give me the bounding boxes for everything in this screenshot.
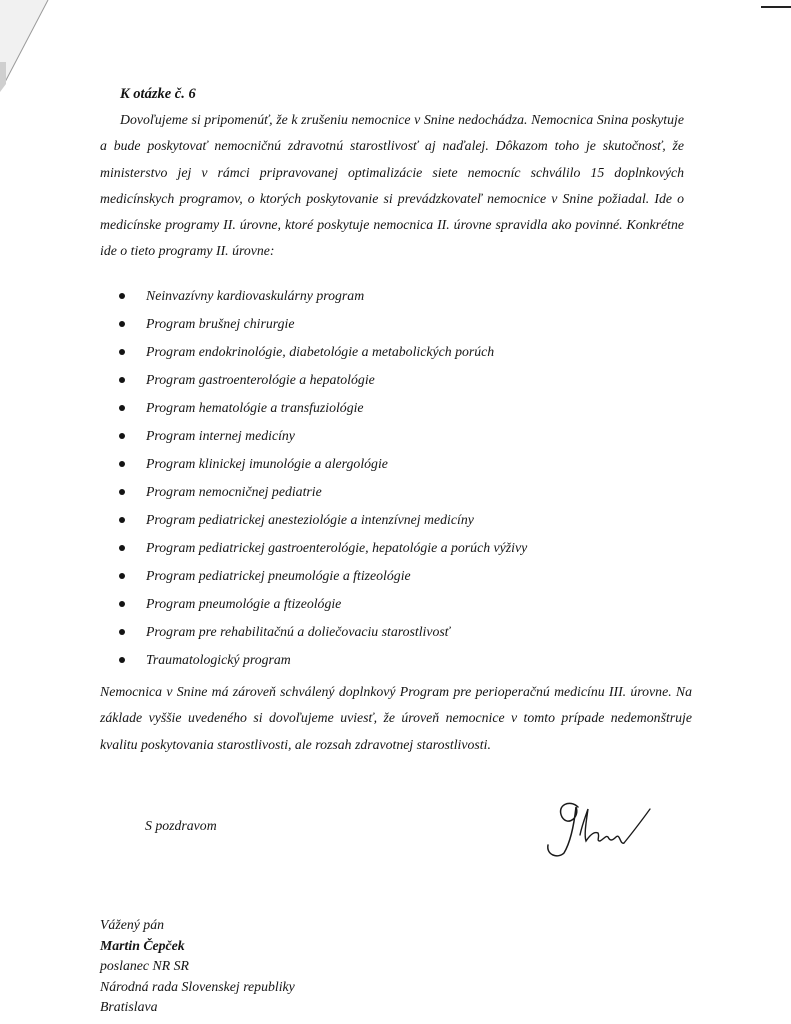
program-label: Neinvazívny kardiovaskulárny program: [146, 288, 365, 303]
scan-shadow-corner: [0, 0, 60, 100]
program-label: Program nemocničnej pediatrie: [146, 484, 322, 499]
program-list-item: [100, 450, 700, 478]
program-list-item: [100, 506, 700, 534]
recipient-role: poslanec NR SR: [100, 958, 189, 973]
section-heading: K otázke č. 6: [120, 86, 196, 102]
recipient-name: Martin Čepček: [100, 937, 185, 953]
program-label: Program internej medicíny: [146, 428, 295, 443]
bullet-icon: [119, 517, 125, 523]
bullet-icon: [119, 349, 125, 355]
program-label: Program pre rehabilitačnú a doliečovaciu starostlivosť: [146, 624, 450, 639]
recipient-block: [100, 915, 295, 1018]
bullet-icon: [119, 433, 125, 439]
intro-paragraph: Dovoľujeme si pripomenúť, že k zrušeniu nemocnice v Snine nedochádza. Nemocnica Snina poskytuje a bude poskytovať nemocničnú zdravotnú starostlivosť aj naďalej. Dôkazom toho je skutočnosť, že ministerstvo jej v rámci pripravovanej optimalizácie siete nemocníc schválilo 15 doplnkových medicínskych programov, o ktorých poskytovanie si prevádzkovateľ nemocnice v Snine požiadal. Ide o medicínske programy II. úrovne, ktoré poskytuje nemocnica II. úrovne spravidla ako povinné. Konkrétne ide o tieto programy II. úrovne:: [100, 112, 684, 259]
recipient-institution: Národná rada Slovenskej republiky: [100, 978, 295, 994]
bullet-icon: [119, 461, 125, 467]
program-label: Program pediatrickej anesteziológie a intenzívnej medicíny: [146, 512, 474, 527]
bullet-icon: [119, 601, 125, 607]
handwritten-signature-icon: [540, 795, 660, 865]
program-label: Program pediatrickej gastroenterológie, hepatológie a porúch výživy: [146, 540, 528, 555]
bullet-icon: [119, 489, 125, 495]
bullet-icon: [119, 545, 125, 551]
program-label: Program pneumológie a ftizeológie: [146, 596, 342, 611]
program-label: Program pediatrickej pneumológie a ftizeológie: [146, 568, 411, 583]
greeting: S pozdravom: [145, 818, 217, 833]
bullet-icon: [119, 293, 125, 299]
program-list-item: [100, 310, 700, 338]
program-list-item: [100, 422, 700, 450]
program-label: Program endokrinológie, diabetológie a metabolických porúch: [146, 344, 495, 359]
program-list-item: [100, 618, 700, 646]
bullet-icon: [119, 405, 125, 411]
program-list-item: [100, 534, 700, 562]
program-list-item: [100, 282, 700, 310]
program-label: Program brušnej chirurgie: [146, 316, 295, 331]
program-list-item: [100, 590, 700, 618]
program-list-item: [100, 366, 700, 394]
bullet-icon: [119, 629, 125, 635]
program-list-item: [100, 646, 700, 674]
scan-edge-mark: [761, 6, 791, 8]
program-list-item: [100, 478, 700, 506]
recipient-city: Bratislava: [100, 999, 158, 1014]
closing-paragraph: Nemocnica v Snine má zároveň schválený doplnkový Program pre perioperačnú medicínu III. úrovne. Na základe vyššie uvedeného si dovoľujeme uviesť, že úroveň nemocnice v tomto prípade nedemonštruje kvalitu poskytovania starostlivosti, ale rozsah zdravotnej starostlivosti.: [100, 684, 692, 752]
bullet-icon: [119, 573, 125, 579]
program-label: Program gastroenterológie a hepatológie: [146, 372, 375, 387]
program-label: Program hematológie a transfuziológie: [146, 400, 364, 415]
bullet-icon: [119, 321, 125, 327]
program-list-item: [100, 562, 700, 590]
bullet-icon: [119, 377, 125, 383]
program-list-item: [100, 394, 700, 422]
program-label: Program klinickej imunológie a alergológie: [146, 456, 388, 471]
program-label: Traumatologický program: [146, 652, 291, 667]
recipient-salutation: Vážený pán: [100, 917, 164, 932]
program-list-item: [100, 338, 700, 366]
programs-list: [100, 282, 700, 674]
bullet-icon: [119, 657, 125, 663]
